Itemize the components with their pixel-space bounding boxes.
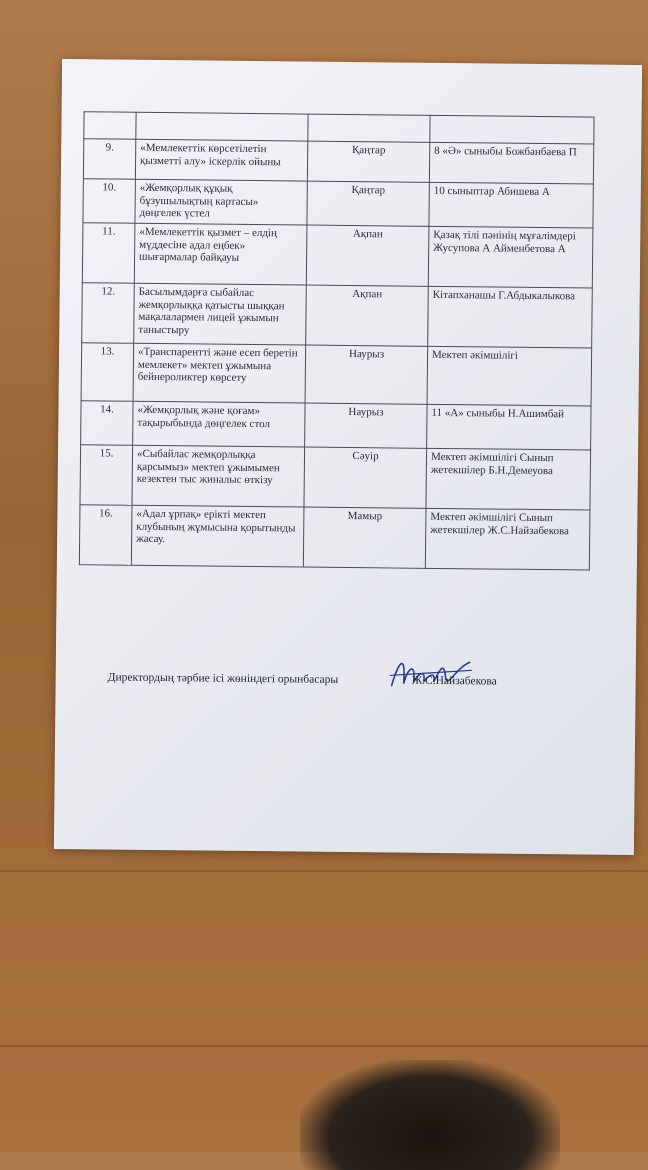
wood-grain bbox=[0, 1045, 648, 1047]
wood-grain bbox=[0, 870, 648, 872]
table-row bbox=[81, 343, 592, 406]
row-event: «Мемлекеттік көрсетілетін қызметті алу» іскерлік ойыны bbox=[135, 139, 307, 181]
row-responsible: Мектеп әкімшілігі bbox=[427, 346, 592, 406]
signatory-name: Ж.С.Найзабекова bbox=[411, 674, 497, 688]
row-event: «Жемқорлық және қоғам» тақырыбында дөңгелек стол bbox=[133, 401, 305, 447]
table-row bbox=[83, 179, 593, 228]
row-responsible: Мектеп әкімшілігі Сынып жетекшілер Б.Н.Демеуова bbox=[426, 448, 591, 510]
table-row bbox=[80, 445, 591, 510]
row-number: 9. bbox=[83, 139, 135, 180]
row-number: 16. bbox=[79, 505, 132, 566]
row-month: Наурыз bbox=[305, 403, 427, 448]
row-month: Сәуір bbox=[304, 447, 427, 508]
row-number: 12. bbox=[82, 283, 135, 344]
row-month: Наурыз bbox=[305, 345, 428, 404]
row-event: «Сыбайлас жемқорлыққа қарсымыз» мектеп ұжымымен кезектен тыс жиналыс өткізу bbox=[132, 445, 305, 507]
row-number: 14. bbox=[81, 401, 133, 446]
row-number: 15. bbox=[80, 445, 133, 506]
row-month: Мамыр bbox=[303, 507, 426, 568]
row-number: 11. bbox=[82, 223, 135, 284]
row-number: 10. bbox=[83, 179, 135, 224]
position-title: Директордың тәрбие ісі жөніндегі орынбасары bbox=[107, 671, 339, 686]
row-month: Қаңтар bbox=[307, 141, 429, 182]
shadow bbox=[300, 1060, 560, 1170]
paper-sheet bbox=[54, 59, 642, 855]
row-responsible: Кітапханашы Г.Абдыкалыкова bbox=[428, 286, 593, 348]
table-row bbox=[81, 401, 591, 450]
event-table bbox=[79, 111, 595, 570]
signature-line bbox=[108, 671, 608, 688]
table-row bbox=[82, 283, 593, 348]
row-event: «Адал ұрпақ» ерікті мектеп клубының жұмысына қорытынды жасау. bbox=[131, 505, 304, 567]
row-number: 13. bbox=[81, 343, 134, 402]
signature-icon bbox=[385, 647, 476, 698]
row-responsible: Қазақ тілі пәнінің мұғалімдері Жусупова А Айменбетова А bbox=[428, 226, 593, 288]
row-responsible: Мектеп әкімшілігі Сынып жетекшілер Ж.С.Найзабекова bbox=[425, 508, 590, 570]
row-event: Басылымдарға сыбайлас жемқорлыққа қатысты шыққан мақалалармен лицей ұжымын таныстыру bbox=[134, 283, 307, 345]
table-row bbox=[82, 223, 593, 288]
row-event: «Транспарентті және есеп беретін мемлекет» мектеп ұжымына бейнероликтер көрсету bbox=[133, 343, 306, 403]
row-event: «Жемқорлық құқық бұзушылықтың картасы» дөңгелек үстел bbox=[135, 179, 307, 225]
row-month: Қаңтар bbox=[307, 181, 429, 226]
row-responsible: 11 «А» сыныбы Н.Ашимбай bbox=[427, 404, 591, 450]
row-responsible: 10 сыныптар Абишева А bbox=[429, 182, 593, 228]
table-row bbox=[83, 139, 593, 184]
row-responsible: 8 «Ә» сыныбы Божбанбаева П bbox=[429, 142, 593, 184]
table-row bbox=[79, 505, 590, 570]
row-month: Ақпан bbox=[306, 225, 429, 286]
row-event: «Мемлекеттік қызмет – елдің мүддесіне адал еңбек» шығармалар байқауы bbox=[134, 223, 307, 285]
row-month: Ақпан bbox=[306, 285, 429, 346]
